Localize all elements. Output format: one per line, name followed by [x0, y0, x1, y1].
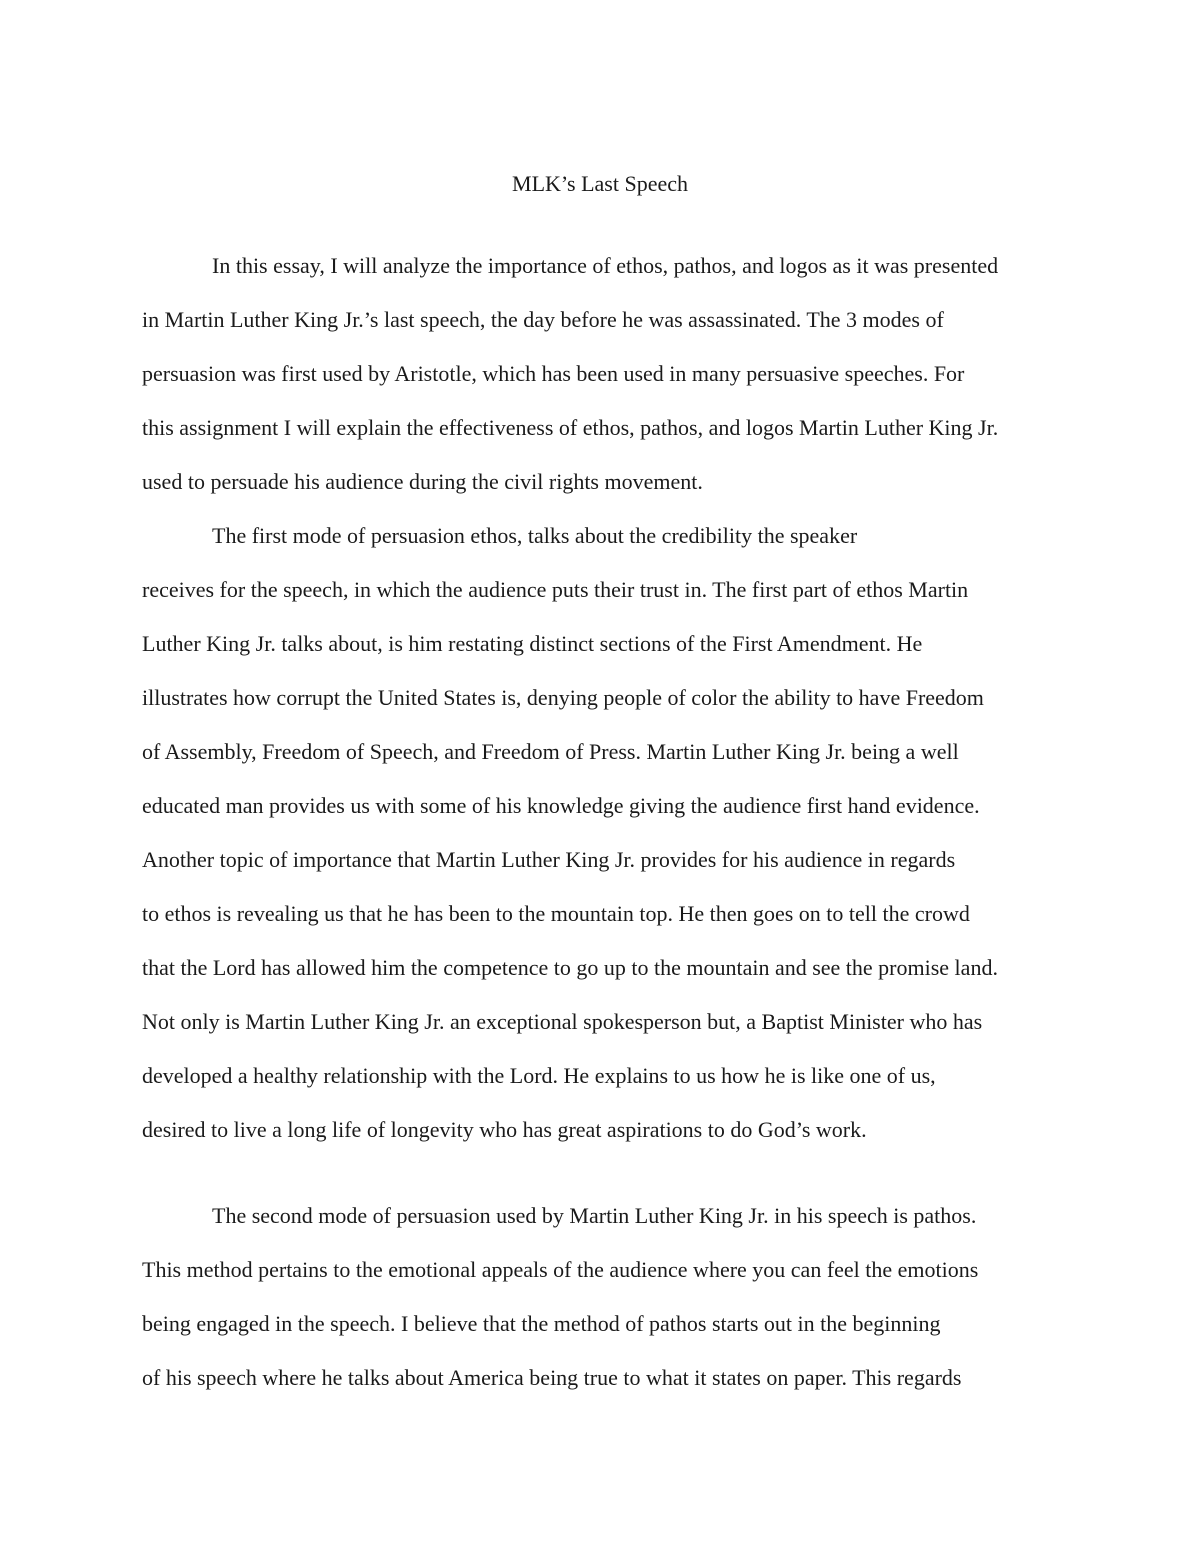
- paragraph-2-line: of Assembly, Freedom of Speech, and Freedom of Press. Martin Luther King Jr. being a well: [142, 739, 959, 764]
- paragraph-3-line: The second mode of persuasion used by Martin Luther King Jr. in his speech is pathos.: [212, 1203, 977, 1228]
- paragraph-3-line: of his speech where he talks about America being true to what it states on paper. This regards: [142, 1365, 962, 1390]
- paragraph-2-line: Another topic of importance that Martin Luther King Jr. provides for his audience in regards: [142, 847, 956, 872]
- paragraph-2-line: receives for the speech, in which the audience puts their trust in. The first part of ethos Martin: [142, 577, 969, 602]
- paragraph-2-line: to ethos is revealing us that he has been to the mountain top. He then goes on to tell the crowd: [142, 901, 970, 926]
- paragraph-3-line: This method pertains to the emotional appeals of the audience where you can feel the emotions: [142, 1257, 979, 1282]
- document-title: MLK’s Last Speech: [512, 171, 688, 196]
- paragraph-2-line: educated man provides us with some of his knowledge giving the audience first hand evidence.: [142, 793, 980, 818]
- paragraph-3-line: being engaged in the speech. I believe that the method of pathos starts out in the beginning: [142, 1311, 941, 1336]
- paragraph-1-line: in Martin Luther King Jr.’s last speech, the day before he was assassinated. The 3 modes of: [142, 307, 944, 332]
- paragraph-2-line: Not only is Martin Luther King Jr. an exceptional spokesperson but, a Baptist Minister who has: [142, 1009, 983, 1034]
- paragraph-1-line: used to persuade his audience during the civil rights movement.: [142, 469, 703, 494]
- paragraph-2-line: that the Lord has allowed him the competence to go up to the mountain and see the promise land.: [142, 955, 998, 980]
- paragraph-2-line: desired to live a long life of longevity who has great aspirations to do God’s work.: [142, 1117, 867, 1142]
- paragraph-2-line: Luther King Jr. talks about, is him restating distinct sections of the First Amendment. He: [142, 631, 923, 656]
- paragraph-1-line: persuasion was first used by Aristotle, which has been used in many persuasive speeches. For: [142, 361, 965, 386]
- paragraph-1-line: In this essay, I will analyze the importance of ethos, pathos, and logos as it was presented: [212, 253, 999, 278]
- paragraph-2-line: The first mode of persuasion ethos, talks about the credibility the speaker: [212, 523, 858, 548]
- paragraph-2-line: illustrates how corrupt the United States is, denying people of color the ability to have Freedom: [142, 685, 984, 710]
- paragraph-1-line: this assignment I will explain the effectiveness of ethos, pathos, and logos Martin Luther King Jr.: [142, 415, 999, 440]
- paragraph-2-line: developed a healthy relationship with the Lord. He explains to us how he is like one of us,: [142, 1063, 936, 1088]
